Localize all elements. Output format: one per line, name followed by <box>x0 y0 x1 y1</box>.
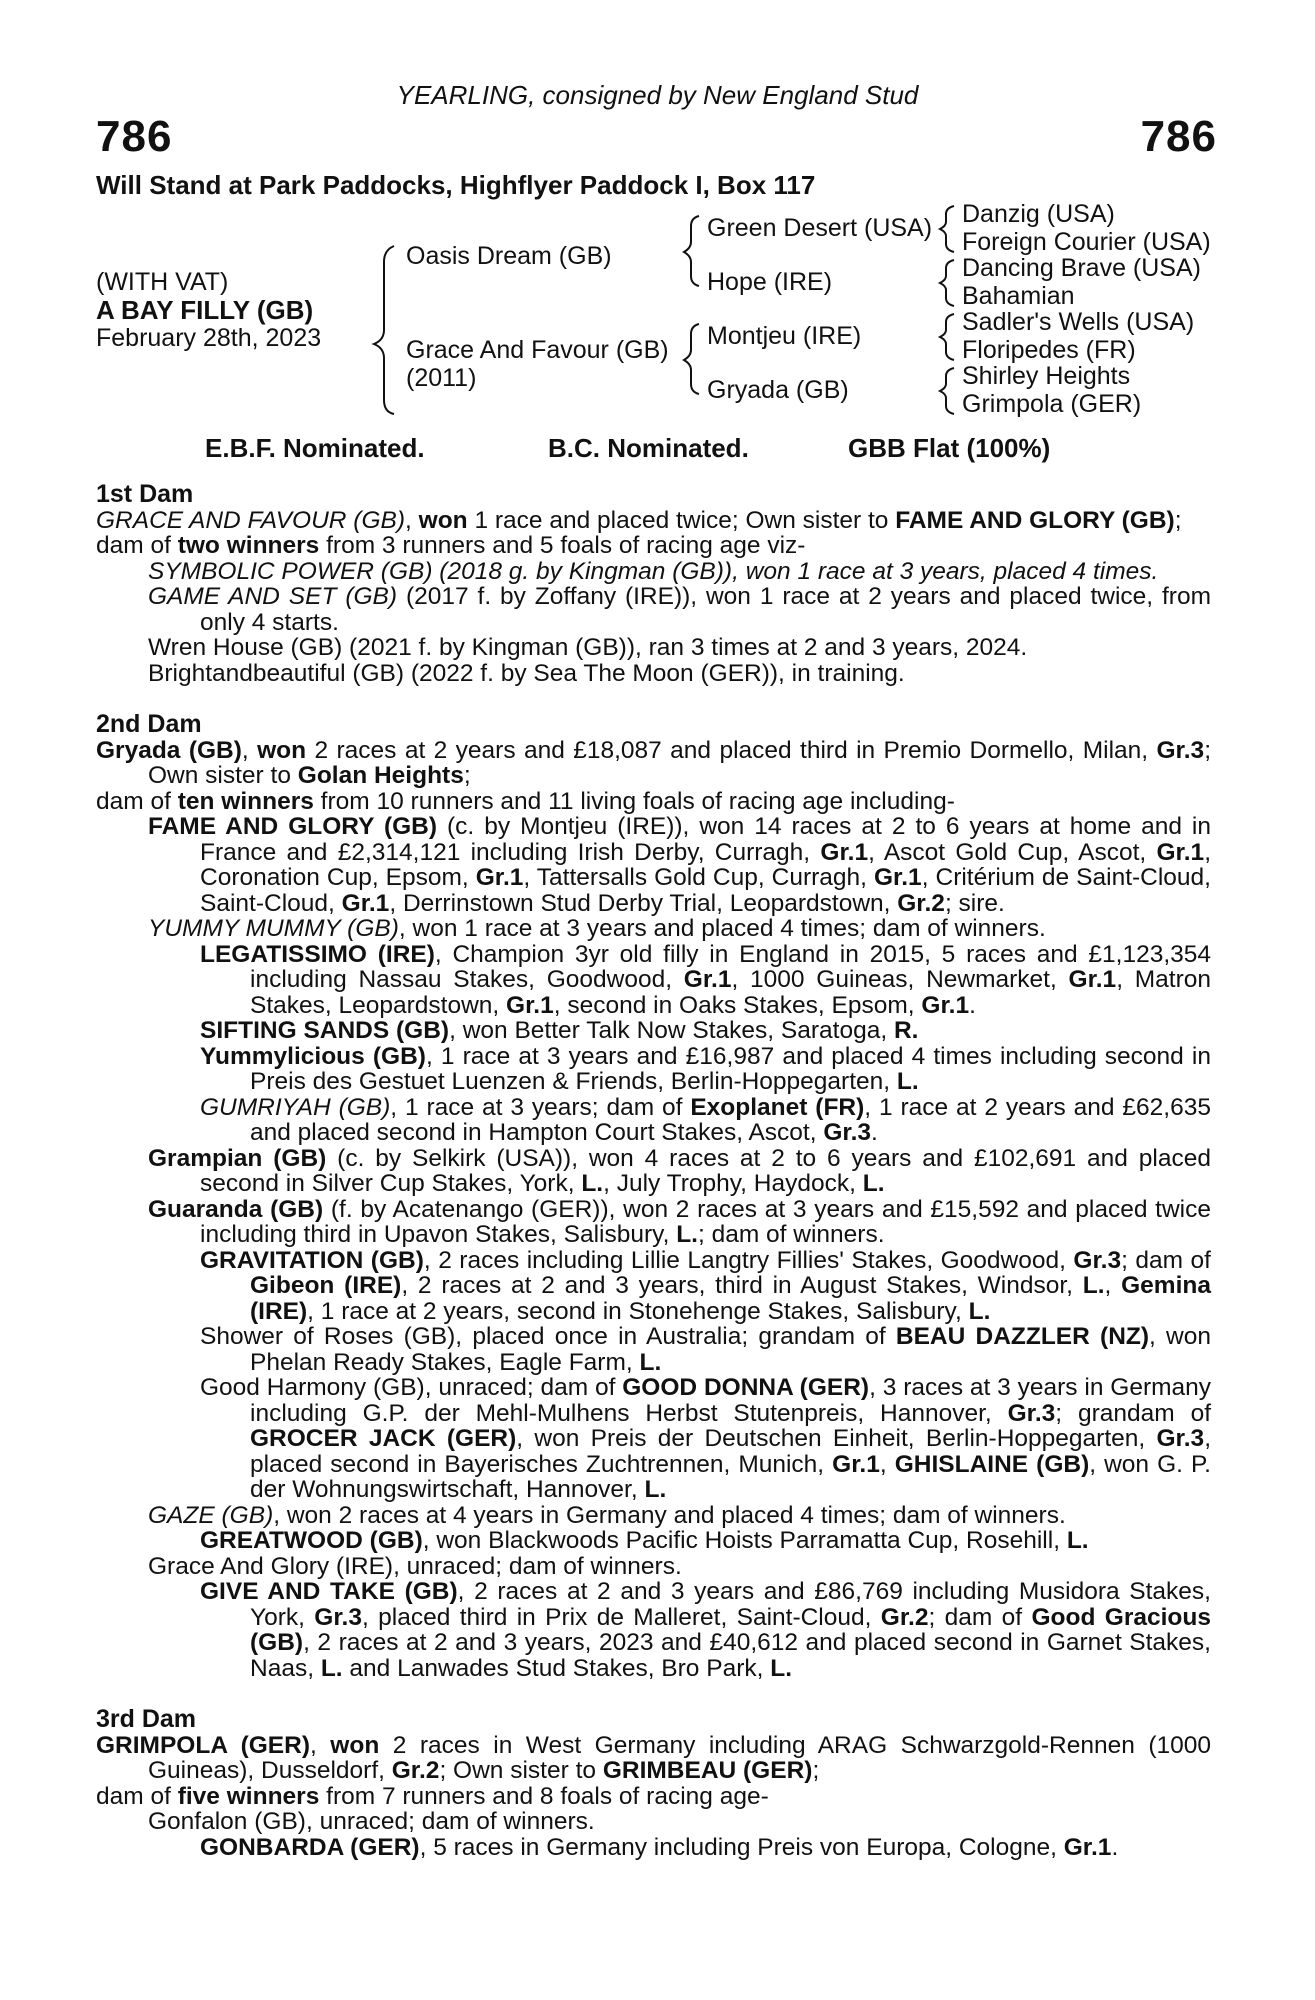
text-run: , <box>405 506 419 534</box>
text-run: , won Preis der Deutschen Einheit, Berlin-Hoppegarten, <box>516 1425 1157 1452</box>
produce-record <box>96 482 1211 1860</box>
text-run: L. <box>644 1476 667 1503</box>
text-run: Gr.1 <box>341 889 390 917</box>
ebf-nomination: E.B.F. Nominated. <box>205 433 425 463</box>
text-run: and Lanwades Stud Stakes, Bro Park, <box>342 1654 771 1682</box>
text-run: Gr.1 <box>475 864 524 891</box>
text-run: SYMBOLIC POWER (GB) (2018 g. by Kingman (GB)), won 1 race at 3 years, placed 4 times. <box>148 557 1159 585</box>
text-run: from 10 runners and 11 living foals of racing age including- <box>313 787 955 815</box>
text-run: GRIMBEAU (GER) <box>602 1757 813 1784</box>
text-run: Grampian (GB) <box>148 1144 327 1172</box>
text-run: , won Phelan Ready Stakes, Eagle Farm, <box>250 1323 1211 1376</box>
second-dam-heading: 2nd Dam <box>96 710 202 738</box>
text-run: five winners <box>177 1782 320 1810</box>
text-run: from 3 runners and 5 foals of racing age viz- <box>319 532 806 559</box>
text-run: GREATWOOD (GB) <box>200 1527 423 1554</box>
text-run: , 5 races in Germany including Preis von Europa, Cologne, <box>419 1833 1064 1861</box>
text-run: ; dam of <box>1121 1246 1211 1274</box>
text-run: Gr.1 <box>1063 1833 1112 1861</box>
text-run: Exoplanet (FR) <box>690 1093 865 1121</box>
produce-entry <box>96 916 1211 942</box>
produce-entry <box>96 1528 1211 1554</box>
first-dam-summary <box>96 508 1211 534</box>
text-run: 2 races in West Germany including ARAG Schwarzgold-Rennen (1000 Guineas), Dusseldorf, <box>148 1731 1211 1784</box>
text-run: , 2 races including Lillie Langtry Fillies' Stakes, Goodwood, <box>423 1246 1074 1274</box>
text-run: Gr.1 <box>683 966 732 993</box>
text-run: L. <box>581 1170 604 1197</box>
text-run: Gr.3 <box>1156 736 1205 764</box>
text-run: LEGATISSIMO (IRE) <box>200 940 435 968</box>
gdam-3: Floripedes (FR) <box>962 336 1136 364</box>
text-run: L. <box>676 1221 698 1248</box>
text-run: ; <box>1174 506 1182 534</box>
text-run: Gryada (GB) <box>96 736 242 764</box>
sire-name: Oasis Dream (GB) <box>406 242 612 270</box>
third-dam-summary <box>96 1733 1211 1784</box>
text-run: ; dam of winners. <box>697 1221 885 1248</box>
text-run: GOOD DONNA (GER) <box>622 1374 870 1401</box>
text-run: SIFTING SANDS (GB) <box>200 1017 450 1044</box>
text-run: ; <box>463 762 471 789</box>
produce-entry <box>96 1554 1211 1580</box>
text-run: , 2 races at 2 and 3 years and £86,769 including Musidora Stakes, York, <box>250 1578 1211 1631</box>
horse-dob: February 28th, 2023 <box>96 324 322 352</box>
produce-entry <box>96 1044 1211 1095</box>
text-run: , Champion 3yr old filly in England in 2015, 5 races and £1,123,354 including Nassau Stakes, Goodwood, <box>250 940 1211 993</box>
text-run: Gr.3 <box>1007 1399 1056 1427</box>
text-run: L. <box>1082 1272 1105 1299</box>
text-run: , July Trophy, Haydock, <box>603 1170 863 1197</box>
catalogue-subtitle: YEARLING, consigned by New England Stud <box>396 80 919 110</box>
text-run: , <box>1104 1272 1122 1299</box>
third-dam-heading: 3rd Dam <box>96 1705 197 1733</box>
text-run: Gr.1 <box>832 1450 880 1478</box>
text-run: L. <box>1066 1527 1089 1554</box>
text-run: BEAU DAZZLER (NZ) <box>895 1323 1150 1350</box>
text-run: ; grandam of <box>1055 1399 1211 1427</box>
dam-sire-name: Montjeu (IRE) <box>707 322 862 350</box>
second-dam-summary <box>96 738 1211 789</box>
text-run: won <box>418 506 468 534</box>
text-run: Wren House (GB) (2021 f. by Kingman (GB)), ran 3 times at 2 and 3 years, 2024. <box>148 634 1028 661</box>
text-run: from 7 runners and 8 foals of racing age- <box>319 1782 769 1810</box>
text-run: (f. by Acatenango (GER)), won 2 races at 3 years and £15,592 and placed twice including third in Upavon Stakes, Salisbury, <box>200 1195 1211 1248</box>
text-run: , Critérium de Saint-Cloud, Saint-Cloud, <box>200 864 1211 917</box>
text-run: , <box>879 1450 895 1478</box>
text-run: ; Own sister to <box>148 736 1211 789</box>
text-run: (c. by Montjeu (IRE)), won 14 races at 2 to 6 years at home and in France and £2,314,121 including Irish Derby, Curragh, <box>200 813 1211 866</box>
text-run: , won G. P. der Wohnungswirtschaft, Hannover, <box>250 1450 1211 1503</box>
text-run: Gr.2 <box>880 1603 929 1631</box>
sire-sire-name: Green Desert (USA) <box>707 214 933 242</box>
text-run: Good Harmony (GB), unraced; dam of <box>200 1374 623 1401</box>
produce-entry <box>96 1375 1211 1503</box>
text-run: GRACE AND FAVOUR (GB) <box>96 506 406 534</box>
gsire-1: Danzig (USA) <box>962 200 1115 228</box>
text-run: L. <box>896 1068 919 1095</box>
text-run: two winners <box>177 532 320 559</box>
first-dam-produce-intro <box>96 533 1211 559</box>
produce-entry <box>96 1809 1211 1835</box>
lot-number-right: 786 <box>1140 112 1217 161</box>
text-run: R. <box>893 1017 919 1044</box>
text-run: Gemina (IRE) <box>250 1272 1211 1325</box>
text-run: 2 races at 2 years and £18,087 and placed third in Premio Dormello, Milan, <box>306 736 1157 764</box>
text-run: , <box>310 1731 331 1759</box>
text-run: FAME AND GLORY (GB) <box>148 813 438 840</box>
vat-label: (WITH VAT) <box>96 268 229 296</box>
text-run: 1 race and placed twice; Own sister to <box>467 506 896 534</box>
produce-entry <box>96 635 1211 661</box>
lot-number-left: 786 <box>96 112 173 161</box>
gsire-3: Sadler's Wells (USA) <box>962 308 1195 336</box>
text-run: Gr.1 <box>1068 966 1117 993</box>
text-run: L. <box>639 1348 662 1376</box>
text-run: Gr.3 <box>1156 1425 1205 1452</box>
produce-entry <box>96 1146 1211 1197</box>
text-run: , won Blackwoods Pacific Hoists Parramatta Cup, Rosehill, <box>422 1527 1067 1554</box>
text-run: dam of <box>96 1782 178 1810</box>
produce-entry <box>96 1835 1211 1861</box>
produce-entry <box>96 1248 1211 1325</box>
text-run: Gr.3 <box>823 1119 872 1146</box>
horse-name: A BAY FILLY (GB) <box>96 295 314 325</box>
text-run: L. <box>968 1297 991 1325</box>
text-run: Gibeon (IRE) <box>250 1272 402 1299</box>
text-run: Gonfalon (GB), unraced; dam of winners. <box>148 1808 595 1835</box>
text-run: (2017 f. by Zoffany (IRE)), won 1 race at 2 years and placed twice, from only 4 starts. <box>200 583 1211 636</box>
text-run: , won 2 races at 4 years in Germany and placed 4 times; dam of winners. <box>273 1501 1066 1529</box>
text-run: Yummylicious (GB) <box>200 1042 426 1070</box>
produce-entry <box>96 814 1211 916</box>
text-run: Grace And Glory (IRE), unraced; dam of winners. <box>148 1552 682 1580</box>
text-run: , 1 race at 2 years, second in Stonehenge Stakes, Salisbury, <box>307 1297 969 1325</box>
gsire-4: Shirley Heights <box>962 362 1131 390</box>
gdam-4: Grimpola (GER) <box>962 390 1142 418</box>
text-run: Guaranda (GB) <box>148 1195 324 1223</box>
text-run: ; <box>812 1757 820 1784</box>
text-run: , Ascot Gold Cup, Ascot, <box>868 838 1157 866</box>
text-run: , 1 race at 3 years; dam of <box>390 1093 691 1121</box>
text-run: Gr.1 <box>874 864 922 891</box>
text-run: GUMRIYAH (GB) <box>200 1093 391 1121</box>
text-run: , Matron Stakes, Leopardstown, <box>250 966 1212 1019</box>
text-run: FAME AND GLORY (GB) <box>895 506 1175 534</box>
text-run: Gr.1 <box>506 991 554 1019</box>
text-run: GRAVITATION (GB) <box>200 1246 424 1274</box>
produce-entry <box>96 1095 1211 1146</box>
dam-name: Grace And Favour (GB) <box>406 336 669 364</box>
text-run: , 3 races at 3 years in Germany including G.P. der Mehl-Mulhens Herbst Stutenpreis, Hannover, <box>250 1374 1212 1427</box>
text-run: , placed third in Prix de Malleret, Saint-Cloud, <box>361 1603 881 1631</box>
text-run: , 1 race at 3 years and £16,987 and placed 4 times including second in Preis des Gestuet Luenzen & Friends, Berlin-Hoppegarten, <box>250 1042 1211 1095</box>
text-run: won <box>330 1731 380 1759</box>
text-run: . <box>871 1119 878 1146</box>
text-run: ; dam of <box>928 1603 1032 1631</box>
text-run: dam of <box>96 532 178 559</box>
dam-dam-name: Gryada (GB) <box>707 376 849 404</box>
text-run: GAZE (GB) <box>148 1501 274 1529</box>
second-dam-produce-intro <box>96 789 1211 815</box>
text-run: GIVE AND TAKE (GB) <box>200 1578 458 1605</box>
gdam-2: Bahamian <box>962 282 1075 310</box>
text-run: Shower of Roses (GB), placed once in Australia; grandam of <box>200 1323 896 1350</box>
produce-entry <box>96 584 1211 635</box>
produce-entry <box>96 942 1211 1019</box>
text-run: Gr.1 <box>1156 838 1205 866</box>
text-run: , 2 races at 2 and 3 years, third in August Stakes, Windsor, <box>401 1272 1083 1299</box>
bc-nomination: B.C. Nominated. <box>548 433 749 463</box>
gbb-status: GBB Flat (100%) <box>848 433 1051 463</box>
produce-entry <box>96 559 1211 585</box>
text-run: . <box>1111 1833 1119 1861</box>
sire-dam-name: Hope (IRE) <box>707 268 833 296</box>
text-run: ten winners <box>177 787 314 815</box>
first-dam-heading: 1st Dam <box>96 480 194 508</box>
text-run: Gr.2 <box>897 889 945 917</box>
produce-entry <box>96 1197 1211 1248</box>
produce-entry <box>96 1503 1211 1529</box>
text-run: GHISLAINE (GB) <box>894 1450 1090 1478</box>
text-run: Good Gracious (GB) <box>250 1603 1211 1656</box>
text-run: won <box>257 736 307 764</box>
text-run: YUMMY MUMMY (GB) <box>148 915 399 942</box>
text-run: Gr.2 <box>391 1757 440 1784</box>
text-run: , Coronation Cup, Epsom, <box>200 838 1211 891</box>
produce-entry <box>96 661 1211 687</box>
text-run: , 1000 Guineas, Newmarket, <box>731 966 1069 993</box>
produce-entry <box>96 1579 1211 1681</box>
text-run: . <box>969 991 976 1019</box>
text-run: L. <box>770 1654 793 1682</box>
text-run: Gr.3 <box>1073 1246 1122 1274</box>
text-run: , Derrinstown Stud Derby Trial, Leopardstown, <box>389 889 898 917</box>
gsire-2: Dancing Brave (USA) <box>962 254 1201 282</box>
text-run: , won 1 race at 3 years and placed 4 times; dam of winners. <box>398 915 1046 942</box>
text-run: , <box>241 736 258 764</box>
produce-entry <box>96 1018 1211 1044</box>
text-run: (c. by Selkirk (USA)), won 4 races at 2 to 6 years and £102,691 and placed second in Silver Cup Stakes, York, <box>200 1144 1211 1197</box>
text-run: ; Own sister to <box>439 1757 603 1784</box>
text-run: , won Better Talk Now Stakes, Saratoga, <box>449 1017 894 1044</box>
gdam-1: Foreign Courier (USA) <box>962 228 1211 256</box>
text-run: dam of <box>96 787 178 815</box>
text-run: Gr.3 <box>314 1603 362 1631</box>
stand-location: Will Stand at Park Paddocks, Highflyer Paddock I, Box 117 <box>96 170 816 200</box>
text-run: , Tattersalls Gold Cup, Curragh, <box>523 864 874 891</box>
text-run: L. <box>320 1654 343 1682</box>
text-run: L. <box>862 1170 885 1197</box>
text-run: ; sire. <box>944 889 1005 917</box>
text-run: , 2 races at 2 and 3 years, 2023 and £40,612 and placed second in Garnet Stakes, Naas, <box>250 1629 1211 1682</box>
text-run: Gr.1 <box>820 838 869 866</box>
text-run: , placed second in Bayerisches Zuchtrennen, Munich, <box>250 1425 1211 1478</box>
text-run: Golan Heights <box>297 762 464 789</box>
text-run: , 1 race at 2 years and £62,635 and placed second in Hampton Court Stakes, Ascot, <box>250 1093 1211 1146</box>
text-run: GAME AND SET (GB) <box>148 583 398 610</box>
text-run: GONBARDA (GER) <box>200 1833 420 1861</box>
text-run: Gr.1 <box>921 991 970 1019</box>
text-run: Brightandbeautiful (GB) (2022 f. by Sea The Moon (GER)), in training. <box>148 659 905 687</box>
dam-foaling-year: (2011) <box>406 364 477 392</box>
text-run: GROCER JACK (GER) <box>250 1425 517 1452</box>
text-run: , second in Oaks Stakes, Epsom, <box>553 991 922 1019</box>
produce-entry <box>96 1324 1211 1375</box>
third-dam-produce-intro <box>96 1784 1211 1810</box>
text-run: GRIMPOLA (GER) <box>96 1731 310 1759</box>
